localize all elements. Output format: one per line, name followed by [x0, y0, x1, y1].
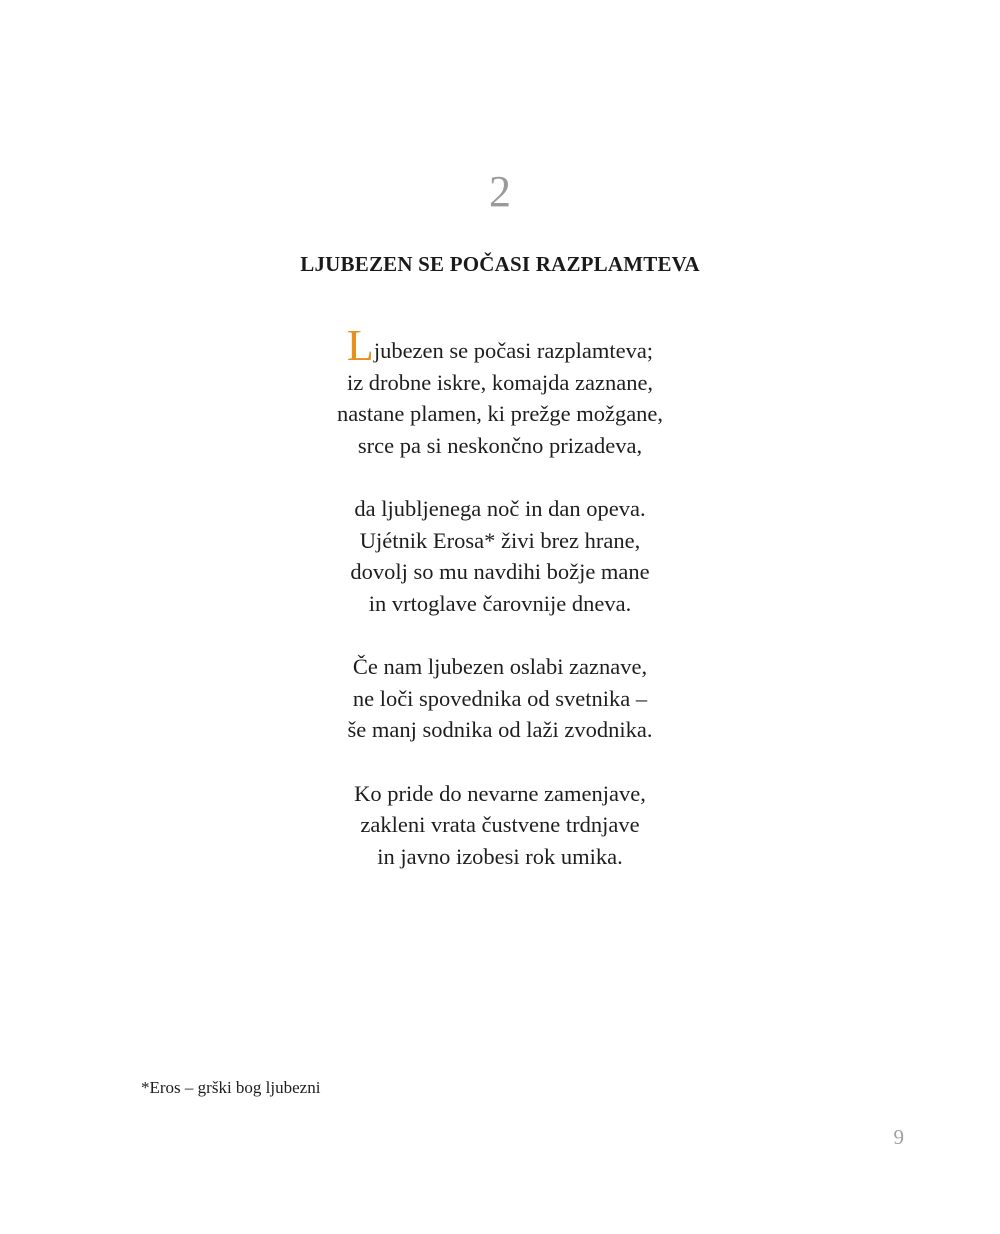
- poem-line: ne loči spovednika od svetnika –: [352, 685, 648, 711]
- poem-line: dovolj so mu navdihi božje mane: [350, 559, 650, 584]
- poem-line: srce pa si neskončno prizadeva,: [357, 432, 643, 458]
- poem-line: Ujétnik Erosa* živi brez hrane,: [359, 527, 641, 553]
- poem-line: še manj sodnika od laži zvodnika.: [347, 717, 653, 742]
- page-number: 9: [893, 1125, 904, 1149]
- poem-line: iz drobne iskre, komajda zaznane,: [346, 369, 654, 395]
- stanza-4: [0, 778, 1000, 873]
- poem-line: Ko pride do nevarne zamenjave,: [354, 780, 646, 806]
- poem-line: da ljubljenega noč in dan opeva.: [354, 496, 646, 521]
- poem-line: Če nam ljubezen oslabi zaznave,: [352, 654, 648, 679]
- drop-cap: L: [346, 321, 374, 370]
- poem-number: 2: [489, 167, 511, 216]
- first-line-rest: jubezen se počasi razplamteva;: [373, 338, 654, 363]
- stanza-3: [0, 651, 1000, 746]
- poem-line: in vrtoglave čarovnije dneva.: [368, 590, 632, 616]
- poem-line: zakleni vrata čustvene trdnjave: [360, 812, 640, 837]
- footnote: *Eros – grški bog ljubezni: [141, 1078, 321, 1097]
- poem-line-first: [0, 321, 1000, 370]
- poem-body: [0, 321, 1000, 904]
- poem-title: LJUBEZEN SE POČASI RAZPLAMTEVA: [300, 252, 700, 276]
- stanza-1: [0, 321, 1000, 461]
- poem-line: nastane plamen, ki prežge možgane,: [336, 401, 664, 426]
- poem-line: in javno izobesi rok umika.: [377, 843, 623, 869]
- stanza-2: [0, 493, 1000, 619]
